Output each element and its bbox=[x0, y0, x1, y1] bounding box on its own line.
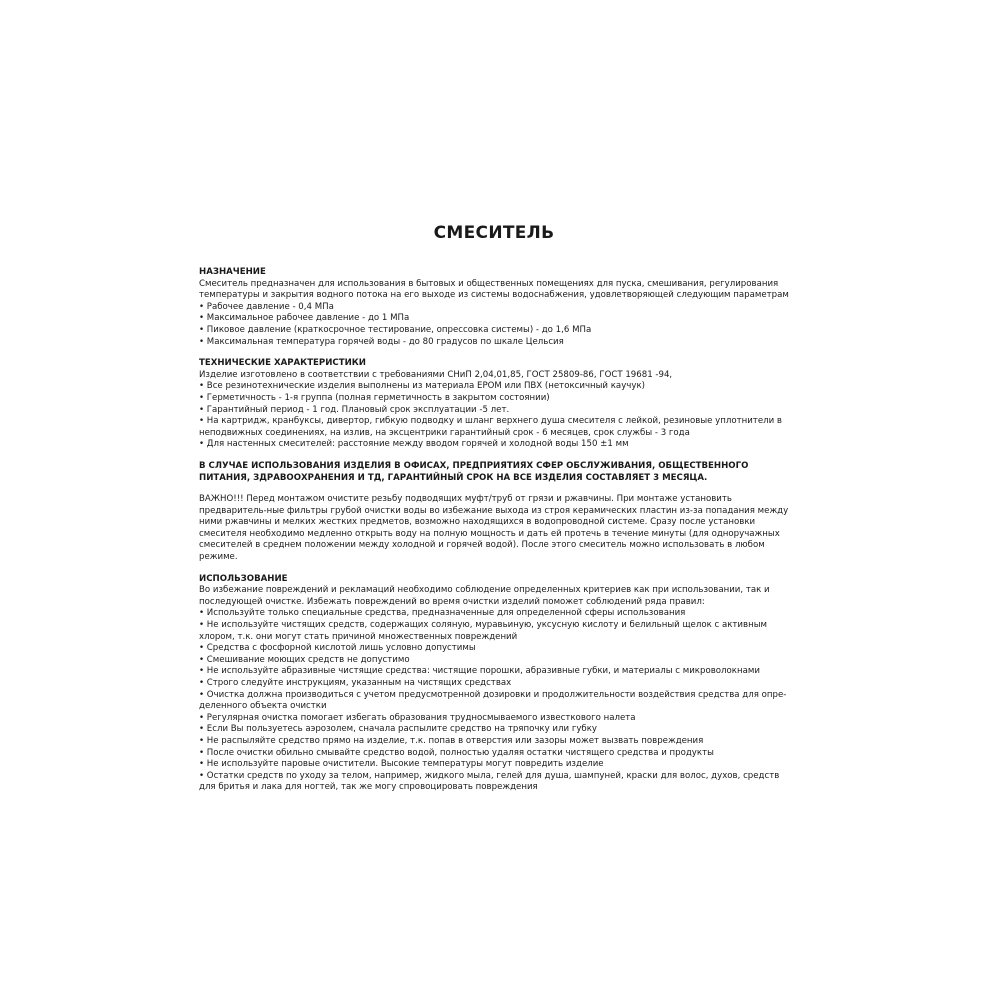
list-item: • Средства с фосфорной кислотой лишь условно допустимы bbox=[199, 643, 476, 654]
list-item: • Рабочее давление - 0,4 МПа bbox=[199, 301, 334, 312]
list-item: • Максимальная температура горячей воды - до 80 градусов по шкале Цельсия bbox=[199, 336, 564, 347]
installation-warning: ВАЖНО!!! Перед монтажом очистите резьбу подводящих муфт/труб от грязи и ржавчины. При монтаже установить предваритель-ные фильтры грубой очистки воды во избежание выхода из строя керамических пластин из-за попадания между ними ржавчины и мелких жестких предметов, возможно находящихся в водопроводной системе. Сразу после установки смесителя необходимо медленно открыть воду на полную мощность и дать ей протечь в течение минуты (для одноручажных смесителей в среднем положении между холодной и горячей водой). После этого смеситель можно использовать в любом режиме. bbox=[199, 494, 789, 563]
list-item: • Не используйте абразивные чистящие средства: чистящие порошки, абразивные губки, и материалы с микроволокнами bbox=[199, 666, 760, 677]
specs-heading: ТЕХНИЧЕСКИЕ ХАРАКТЕРИСТИКИ bbox=[199, 358, 366, 369]
document-title: СМЕСИТЕЛЬ bbox=[433, 223, 555, 243]
list-item: • Все резинотехнические изделия выполнены из материала EPOM или ПВХ (нетоксичный каучук) bbox=[199, 381, 645, 392]
list-item: • Не используйте чистящих средств, содержащих соляную, муравьиную, уксусную кислоту и белильный щелок с активным хлором, т.к. они могут стать причиной множественных повреждений bbox=[199, 620, 767, 642]
list-item: • Если Вы пользуетесь аэрозолем, сначала распылите средство на тряпочку или губку bbox=[199, 724, 597, 735]
list-item: • Остатки средств по уходу за телом, например, жидкого мыла, гелей для душа, шампуней, краски для волос, духов, средств для бритья и лака для ногтей, так же могу спровоцировать повреждения bbox=[199, 770, 780, 793]
list-item: • Смешивание моющих средств не допустимо bbox=[199, 654, 410, 665]
list-item: • Для настенных смесителей: расстояние между вводом горячей и холодной воды 150 ±1 мм bbox=[199, 439, 629, 450]
specs-intro: Изделие изготовлено в соответствии с требованиями СНиП 2,04,01,85, ГОСТ 25809-86, ГОСТ 19681 -94, bbox=[199, 369, 673, 380]
list-item: • Не используйте паровые очистители. Высокие температуры могут повредить изделие bbox=[199, 759, 604, 770]
list-item: • Гарантийный период - 1 год. Плановый срок эксплуатации -5 лет. bbox=[199, 404, 510, 415]
purpose-section bbox=[199, 267, 789, 348]
list-item: • Регулярная очистка помогает избегать образования трудносмываемого известкового налета bbox=[199, 712, 636, 723]
purpose-heading: НАЗНАЧЕНИЕ bbox=[199, 267, 266, 277]
list-item: • Герметичность - 1-я группа (полная герметичность в закрытом состоянии) bbox=[199, 392, 550, 403]
specs-section bbox=[199, 358, 789, 451]
list-item: • Максимальное рабочее давление - до 1 МПа bbox=[199, 313, 410, 324]
list-item: • Не распыляйте средство прямо на изделие, т.к. попав в отверстия или зазоры может вызвать повреждения bbox=[199, 735, 704, 746]
purpose-list bbox=[199, 302, 789, 348]
usage-list bbox=[199, 608, 789, 794]
list-item: • Используйте только специальные средства, предназначенные для определенной сферы использования bbox=[199, 608, 686, 619]
usage-intro: Во избежание повреждений и рекламаций необходимо соблюдение определенных критериев как при использовании, так и последующей очистке. Избежать повреждений во время очистки изделий поможет соблюдений ряда правил: bbox=[199, 585, 770, 607]
list-item: • Очистка должна производиться с учетом предусмотренной дозировки и продолжительности воздействия средства для опре-деленного объекта очистки bbox=[199, 689, 787, 712]
office-warranty-notice: В СЛУЧАЕ ИСПОЛЬЗОВАНИЯ ИЗДЕЛИЯ В ОФИСАХ, ПРЕДПРИЯТИЯХ СФЕР ОБСЛУЖИВАНИЯ, ОБЩЕСТВЕННОГО ПИТАНИЯ, ЗДРАВООХРАНЕНИЯ И ТД, ГАРАНТИЙНЫЙ СРОК НА ВСЕ ИЗДЕЛИЯ СОСТАВЛЯЕТ 3 МЕСЯЦА. bbox=[199, 460, 749, 483]
list-item: • После очистки обильно смывайте средство водой, полностью удаляя остатки чистящего средства и продукты bbox=[199, 747, 714, 758]
usage-heading: ИСПОЛЬЗОВАНИЕ bbox=[199, 573, 288, 584]
list-item: • Пиковое давление (краткосрочное тестирование, опрессовка системы) - до 1,6 МПа bbox=[199, 324, 592, 335]
list-item: • На картридж, кранбуксы, дивертор, гибкую подводку и шланг верхнего душа смесителя с лейкой, резиновые уплотнители в неподвижных соединениях, на излив, на эксцентрики гарантийный срок - 6 месяцев, срок службы - 3 года bbox=[199, 416, 782, 438]
list-item: • Строго следуйте инструкциям, указанным на чистящих средствах bbox=[199, 678, 512, 688]
instruction-document bbox=[199, 222, 789, 804]
purpose-intro: Смеситель предназначен для использования в бытовых и общественных помещениях для пуска, смешивания, регулирования температуры и закрытия водного потока на его выходе из системы водоснабжения, удовлетворяющей следующим параметрам bbox=[199, 278, 789, 301]
specs-list bbox=[199, 381, 789, 451]
usage-section bbox=[199, 574, 789, 794]
